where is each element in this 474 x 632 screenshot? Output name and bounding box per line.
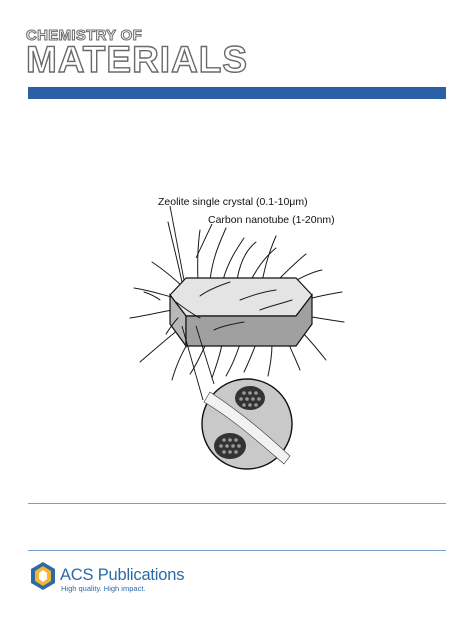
publisher-name: ACS Publications	[60, 566, 185, 584]
crystal-top-face	[170, 278, 312, 316]
nanotube	[226, 344, 240, 376]
publisher-tagline: High quality. High impact.	[61, 584, 146, 593]
nanotube	[198, 230, 200, 282]
nanotube	[212, 344, 222, 378]
journal-title-line2: MATERIALS	[26, 39, 249, 80]
nanotube	[140, 330, 178, 362]
label-carbon-nanotube: Carbon nanotube (1-20nm)	[208, 214, 335, 226]
nanotube	[223, 238, 244, 280]
label-zeolite-crystal: Zeolite single crystal (0.1-10μm)	[158, 196, 308, 208]
acs-hexagon-icon	[28, 560, 58, 592]
nanotube	[262, 236, 276, 282]
nanotube	[190, 344, 206, 374]
nanotube	[244, 344, 256, 372]
nanotube	[210, 228, 226, 280]
nanotube	[237, 242, 256, 280]
divider-rule	[28, 503, 446, 504]
nanotube	[168, 222, 183, 287]
label-leader-crystal	[170, 206, 184, 280]
pore-cluster	[214, 433, 246, 459]
nanotube	[130, 310, 172, 318]
journal-title-line1: CHEMISTRY OF	[26, 27, 143, 44]
divider-rule	[28, 550, 446, 551]
zeolite-crystal	[170, 278, 312, 346]
zoom-callout	[182, 326, 292, 469]
nanotube	[268, 344, 272, 376]
